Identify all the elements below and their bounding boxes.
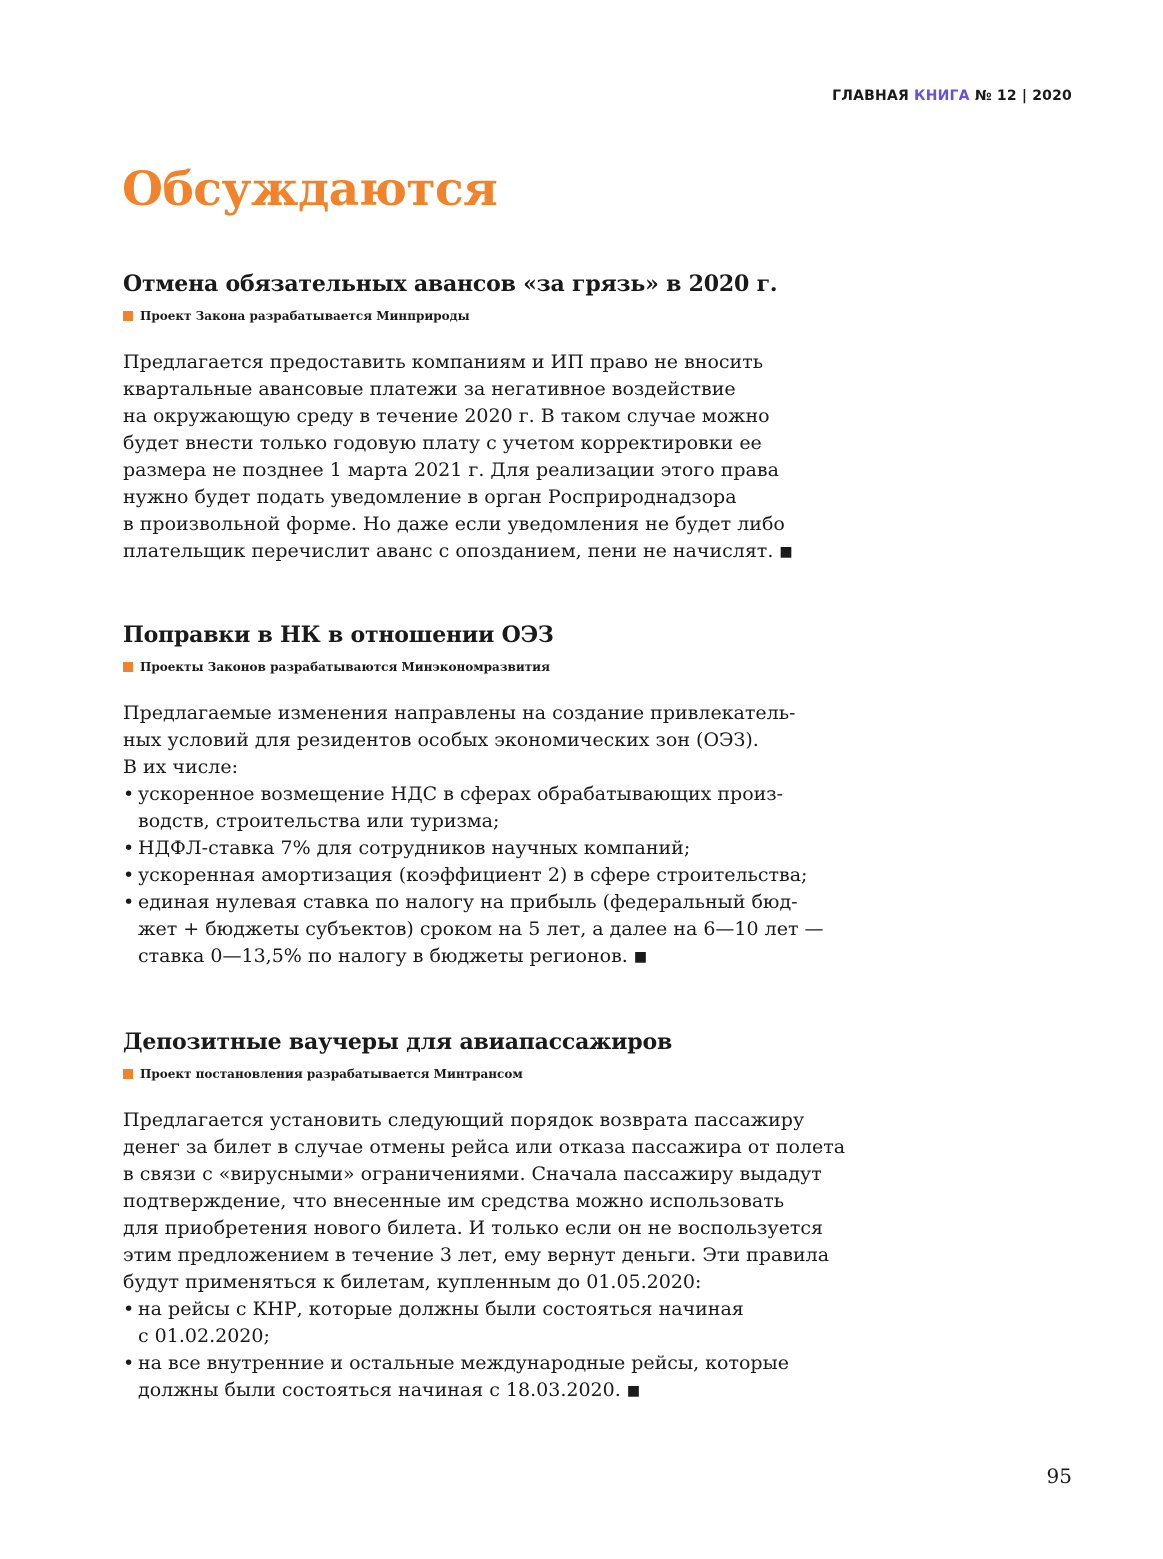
- page-title: Обсуждаются: [122, 162, 498, 217]
- section-eco-advances: [123, 271, 823, 566]
- list-item-text: ускоренная амортизация (коэффициент 2) в сфере строительства;: [138, 864, 808, 886]
- section-flight-vouchers: [123, 1029, 846, 1405]
- list-item-continuation: [123, 943, 823, 971]
- list-item-text: единая нулевая ставка по налогу на прибыль (федеральный бюд-: [138, 891, 798, 913]
- section-body: [123, 700, 823, 971]
- body-line: ных условий для резидентов особых экономических зон (ОЭЗ).: [123, 729, 759, 751]
- end-square-icon: ■: [779, 544, 793, 560]
- orange-square-marker-icon: [123, 311, 133, 321]
- section-heading: Поправки в НК в отношении ОЭЗ: [123, 622, 554, 648]
- body-line: для приобретения нового билета. И только если он не воспользуется: [123, 1217, 823, 1239]
- section-body: [123, 1107, 846, 1405]
- bullet-icon: •: [123, 891, 135, 913]
- list-item: [123, 1296, 823, 1323]
- body-line-text: плательщик перечислит аванс с опозданием, пени не начислят.: [123, 540, 774, 562]
- bullet-icon: •: [123, 837, 135, 859]
- body-line: в связи с «вирусными» ограничениями. Сначала пассажиру выдадут: [123, 1163, 822, 1185]
- bullet-icon: •: [123, 1352, 135, 1374]
- source-label: Проект Закона разрабатывается Минприроды: [140, 309, 470, 323]
- brand-name-part1: ГЛАВНАЯ: [832, 88, 909, 104]
- list-item: [123, 1350, 823, 1377]
- body-line: нужно будет подать уведомление в орган Росприроднадзора: [123, 486, 737, 508]
- issue-number: № 12 | 2020: [974, 88, 1072, 104]
- brand-name-part2: КНИГА: [914, 88, 970, 104]
- body-line: этим предложением в течение 3 лет, ему вернут деньги. Эти правила: [123, 1244, 830, 1266]
- list-item-continuation: водств, строительства или туризма;: [138, 810, 500, 832]
- section-heading: Депозитные ваучеры для авиапассажиров: [123, 1029, 673, 1055]
- body-line: будут применяться к билетам, купленным до 01.05.2020:: [123, 1271, 702, 1293]
- list-item-continuation: [123, 1377, 823, 1405]
- body-line: квартальные авансовые платежи за негативное воздействие: [123, 378, 736, 400]
- list-item-text: НДФЛ-ставка 7% для сотрудников научных компаний;: [138, 837, 691, 859]
- list-item-text: ускоренное возмещение НДС в сферах обрабатывающих произ-: [138, 783, 784, 805]
- magazine-header: [832, 88, 1072, 104]
- section-source: [123, 660, 823, 674]
- list-item-text: ставка 0—13,5% по налогу в бюджеты регионов.: [138, 945, 628, 967]
- list-item-text: должны были состояться начиная с 18.03.2020.: [138, 1379, 621, 1401]
- body-line: в произвольной форме. Но даже если уведомления не будет либо: [123, 513, 785, 535]
- bullet-icon: •: [123, 783, 135, 805]
- body-line: размера не позднее 1 марта 2021 г. Для реализации этого права: [123, 459, 779, 481]
- list-item: [123, 862, 823, 889]
- list-item: [123, 781, 823, 808]
- list-item: [123, 889, 823, 916]
- body-line: В их числе:: [123, 756, 239, 778]
- orange-square-marker-icon: [123, 1069, 133, 1079]
- body-line: будет внести только годовую плату с учетом корректировки ее: [123, 432, 762, 454]
- end-square-icon: ■: [626, 1383, 641, 1399]
- bullet-icon: •: [123, 864, 135, 886]
- section-body: [123, 349, 823, 566]
- list-item-text: на рейсы с КНР, которые должны были состояться начиная: [138, 1298, 744, 1320]
- list-item-continuation: с 01.02.2020;: [138, 1325, 270, 1347]
- list-item-text: на все внутренние и остальные международные рейсы, которые: [138, 1352, 789, 1374]
- source-label: Проект постановления разрабатывается Минтрансом: [140, 1067, 523, 1081]
- section-heading: Отмена обязательных авансов «за грязь» в 2020 г.: [123, 271, 778, 297]
- body-line: денег за билет в случае отмены рейса или отказа пассажира от полета: [123, 1136, 846, 1158]
- body-line: Предлагается установить следующий порядок возврата пассажиру: [123, 1109, 805, 1131]
- end-square-icon: ■: [633, 949, 648, 965]
- bullet-icon: •: [123, 1298, 135, 1320]
- source-label: Проекты Законов разрабатываются Минэкономразвития: [140, 660, 550, 674]
- list-item: [123, 835, 823, 862]
- orange-square-marker-icon: [123, 662, 133, 672]
- body-line: Предлагается предоставить компаниям и ИП право не вносить: [123, 351, 764, 373]
- body-line: подтверждение, что внесенные им средства можно использовать: [123, 1190, 785, 1212]
- body-line: [123, 538, 823, 566]
- section-sez-amendments: [123, 622, 823, 971]
- section-source: [123, 309, 823, 323]
- section-source: [123, 1067, 823, 1081]
- body-line: на окружающую среду в течение 2020 г. В таком случае можно: [123, 405, 770, 427]
- list-item-continuation: жет + бюджеты субъектов) сроком на 5 лет, а далее на 6—10 лет —: [138, 918, 824, 940]
- body-line: Предлагаемые изменения направлены на создание привлекатель-: [123, 702, 796, 724]
- page-number: 95: [1046, 1464, 1072, 1488]
